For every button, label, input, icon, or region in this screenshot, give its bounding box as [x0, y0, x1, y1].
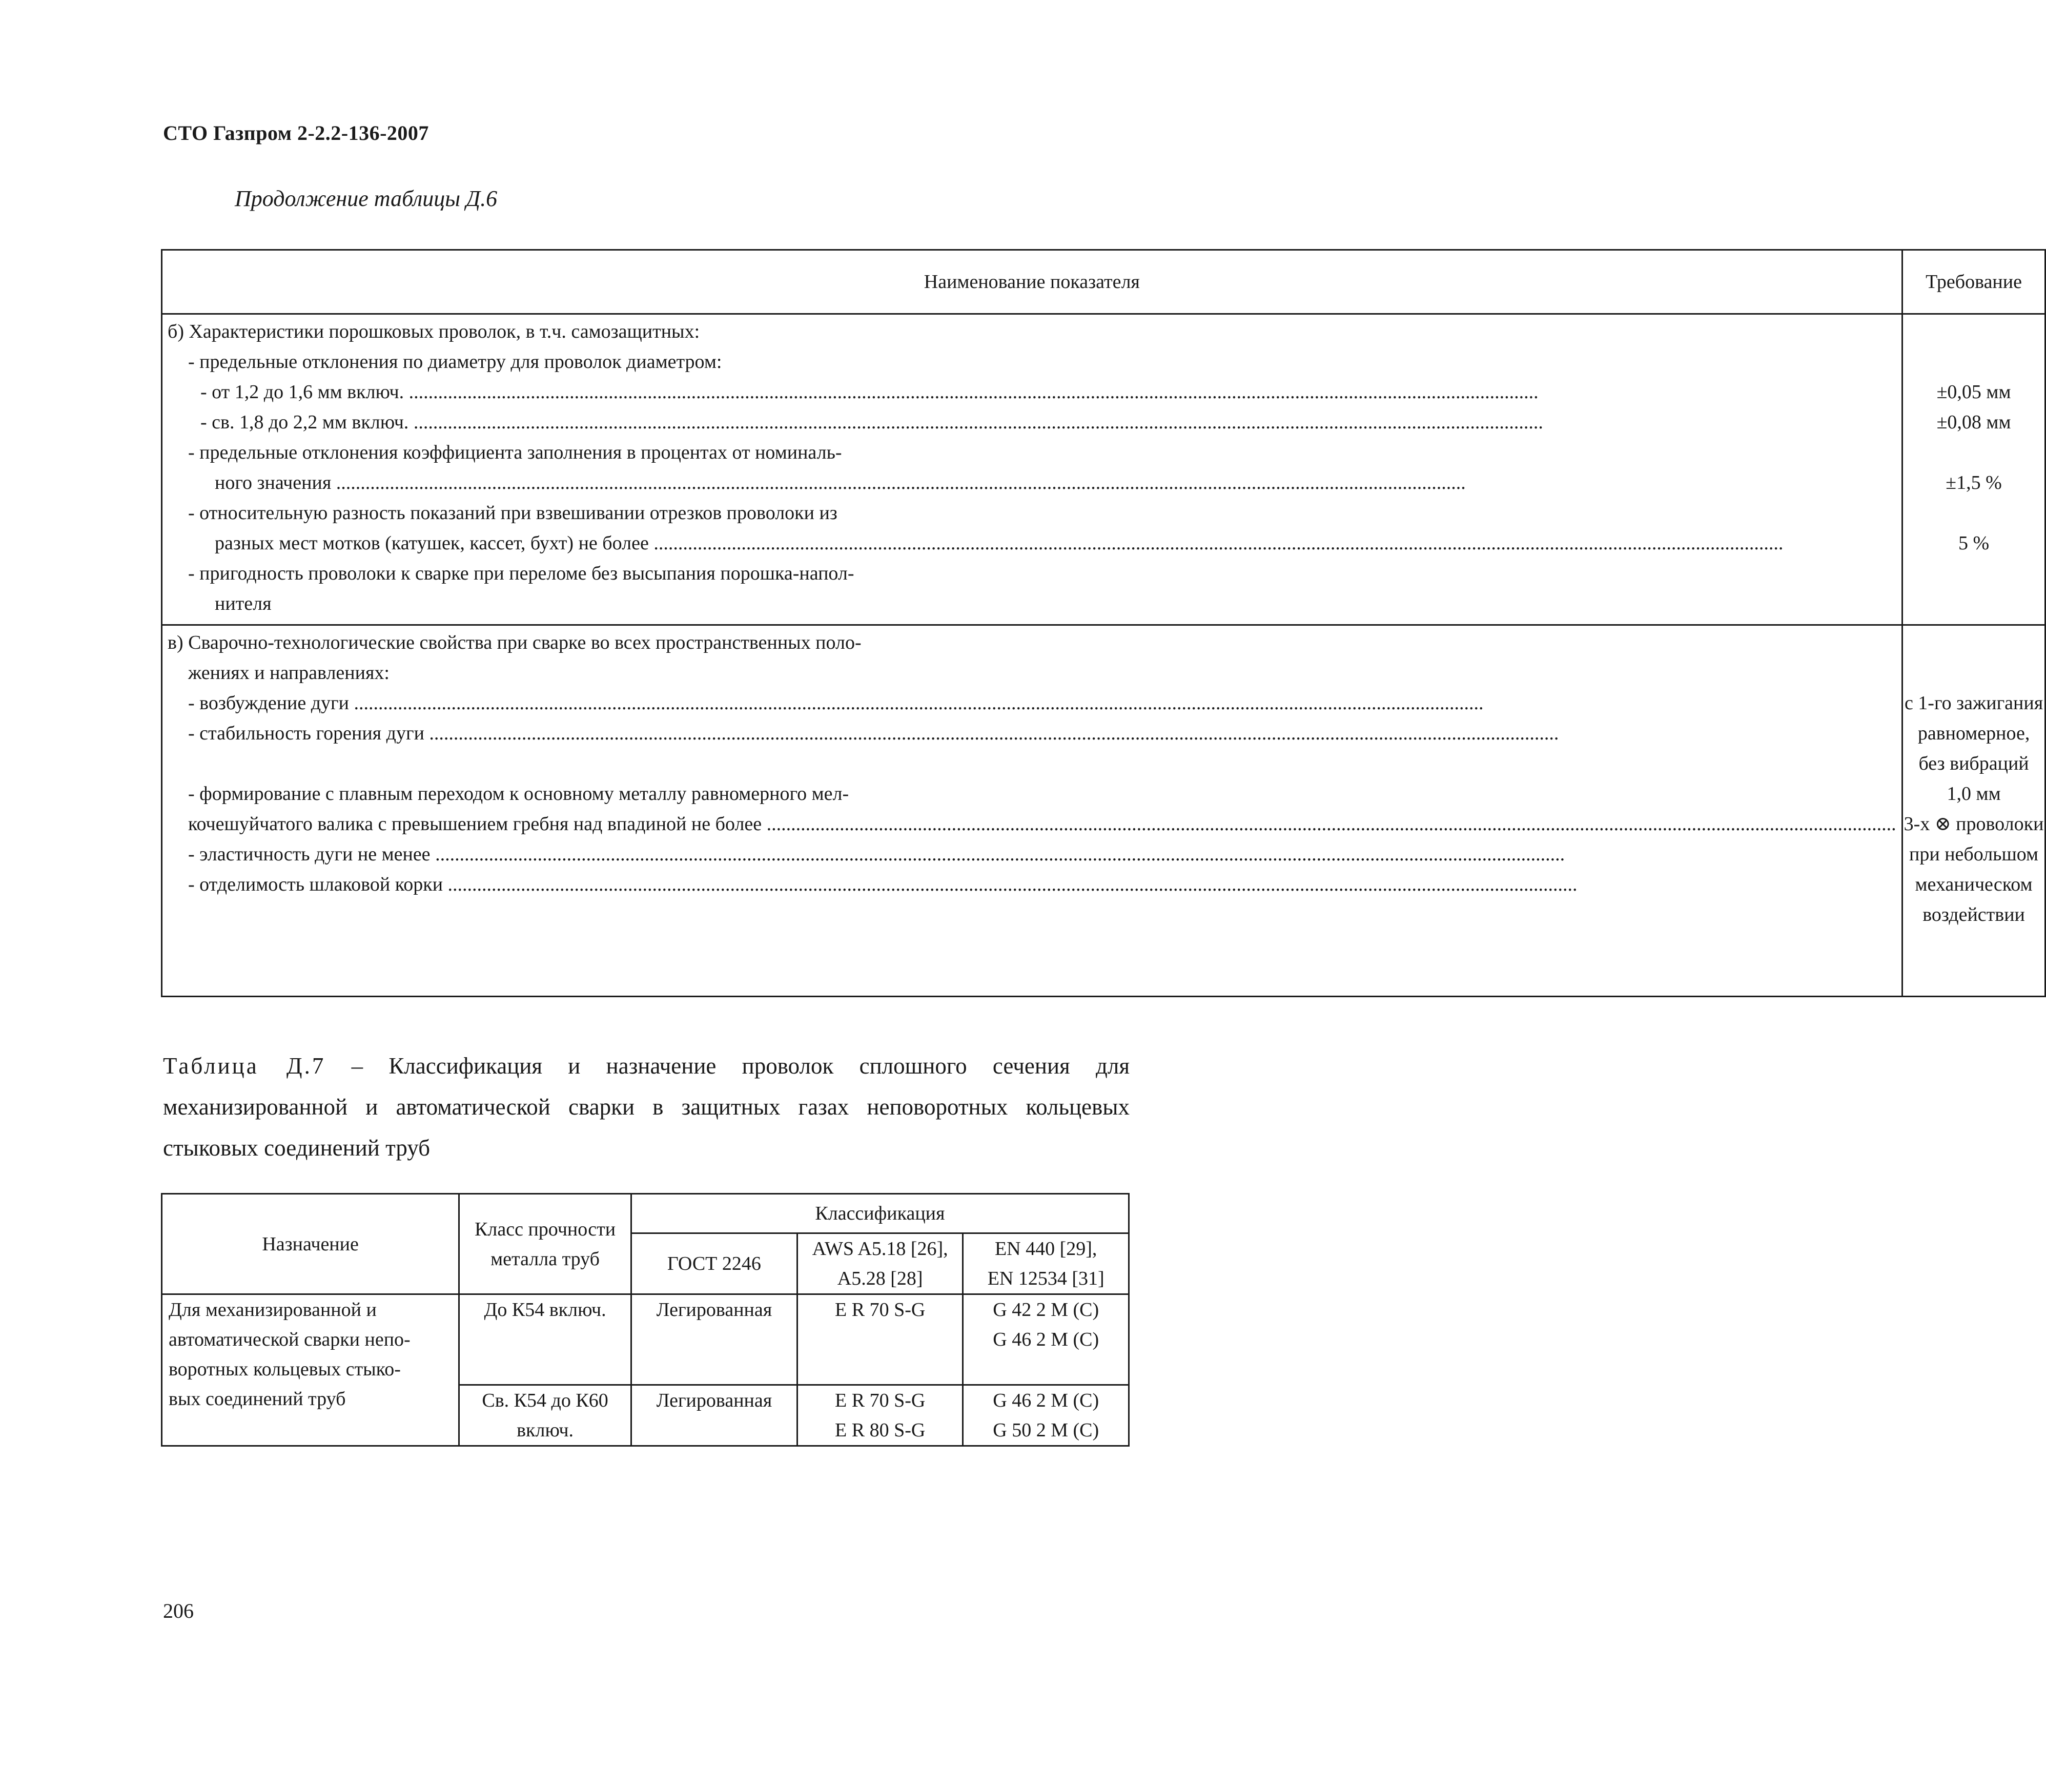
gost-cell [631, 1385, 797, 1446]
column-header-strength-line: Класс прочности [475, 1218, 616, 1240]
strength-value: До К54 включ. [484, 1299, 606, 1321]
section-v-title: в) Сварочно-технологические свойства при сварке во всех пространственных поло- [168, 632, 862, 653]
section-b-name-cell [162, 314, 1902, 625]
requirement-value: 5 % [1958, 532, 1990, 554]
table-d7 [161, 1193, 1130, 1447]
aws-value: E R 70 S-G [835, 1299, 926, 1321]
column-header-name: Наименование показателя [162, 250, 1902, 314]
column-header-aws-line: A5.28 [28] [837, 1268, 923, 1289]
table-d7-caption-label: Таблица Д.7 [163, 1053, 326, 1079]
section-b-line: - предельные отклонения коэффициента заполнения в процентах от номиналь- [188, 442, 842, 463]
section-v-name-cell [162, 625, 1902, 997]
gost-cell [631, 1294, 797, 1385]
requirement-value: с 1-го зажигания [1904, 692, 2043, 714]
aws-value: E R 80 S-G [835, 1419, 926, 1441]
en-cell [963, 1385, 1129, 1446]
table-row-section-b [162, 314, 2045, 625]
section-b-line: разных мест мотков (катушек, кассет, бухт) не более ..... [168, 528, 1896, 559]
column-header-requirement: Требование [1902, 250, 2045, 314]
strength-value: включ. [517, 1419, 574, 1441]
column-header-aws [797, 1233, 963, 1294]
requirement-value: равномерное, [1917, 723, 2030, 744]
section-b-line: ного значения ..... [168, 468, 1896, 498]
requirement-value: ±1,5 % [1946, 472, 2002, 493]
page-number: 206 [163, 1599, 194, 1622]
column-header-en-line: EN 12534 [31] [987, 1268, 1104, 1289]
en-value: G 46 2 M (C) [993, 1329, 1099, 1350]
purpose-cell [162, 1294, 459, 1446]
section-b-line: нителя [215, 593, 272, 614]
section-b-line: - св. 1,8 до 2,2 мм включ. ..... [168, 407, 1896, 438]
strength-value: Св. К54 до К60 [482, 1390, 608, 1411]
column-header-strength [459, 1194, 631, 1294]
section-v-line: жениях и направлениях: [188, 662, 390, 684]
column-header-strength-line: металла труб [490, 1248, 600, 1270]
requirement-value: 1,0 мм [1947, 783, 2001, 805]
column-header-gost: ГОСТ 2246 [631, 1233, 797, 1294]
table-d7-caption-text: – Классификация и назначение проволок сплошного сечения для механизированной и автоматической сварки в защитных газах неповоротных кольцевых стыковых соединений труб [163, 1053, 1130, 1161]
requirement-value: ±0,08 мм [1936, 411, 2011, 433]
column-header-aws-line: AWS A5.18 [26], [812, 1238, 948, 1260]
column-header-classification: Классификация [631, 1194, 1129, 1233]
requirement-value: без вибраций [1918, 753, 2029, 774]
requirement-value: воздействии [1922, 904, 2025, 925]
column-header-en-line: EN 440 [29], [994, 1238, 1097, 1260]
column-header-purpose: Назначение [162, 1194, 459, 1294]
purpose-line: вых соединений труб [169, 1388, 346, 1410]
purpose-line: воротных кольцевых стыко- [169, 1358, 401, 1380]
table-d7-caption [163, 1045, 1130, 1168]
en-value: G 50 2 M (C) [993, 1419, 1099, 1441]
requirement-value: ±0,05 мм [1936, 381, 2011, 403]
table-d6-caption: Продолжение таблицы Д.6 [235, 186, 498, 211]
purpose-line: Для механизированной и [169, 1299, 377, 1321]
document-header: СТО Газпром 2-2.2-136-2007 [163, 121, 429, 145]
table-header-row [162, 250, 2045, 314]
aws-cell [797, 1385, 963, 1446]
section-b-requirement-cell [1902, 314, 2045, 625]
column-header-en [963, 1233, 1129, 1294]
section-b-line: - пригодность проволоки к сварке при переломе без высыпания порошка-напол- [188, 563, 854, 584]
section-v-line: - стабильность горения дуги ..... [168, 718, 1896, 749]
section-v-requirement-cell [1902, 625, 2045, 997]
purpose-line: автоматической сварки непо- [169, 1329, 411, 1350]
table-d6 [161, 249, 2046, 997]
requirement-value: механическом [1915, 874, 2033, 895]
table-row-section-v [162, 625, 2045, 997]
requirement-value: при небольшом [1909, 843, 2039, 865]
section-b-line: - относительную разность показаний при взвешивании отрезков проволоки из [188, 502, 837, 524]
section-v-line: кочешуйчатого валика с превышением гребня над впадиной не более ..... [168, 809, 1896, 839]
gost-value: Легированная [656, 1390, 772, 1411]
strength-cell [459, 1294, 631, 1385]
section-b-title: б) Характеристики порошковых проволок, в т.ч. самозащитных: [168, 321, 700, 342]
en-value: G 46 2 M (C) [993, 1390, 1099, 1411]
strength-cell [459, 1385, 631, 1446]
section-b-line: - предельные отклонения по диаметру для проволок диаметром: [188, 351, 722, 373]
section-v-line: - отделимость шлаковой корки ..... [168, 870, 1896, 900]
requirement-value: 3-х ⊗ проволоки [1904, 813, 2044, 835]
section-b-line: - от 1,2 до 1,6 мм включ. ..... [168, 377, 1896, 407]
table-header-row [162, 1194, 1129, 1233]
section-v-line: - формирование с плавным переходом к основному металлу равномерного мел- [188, 783, 849, 805]
aws-value: E R 70 S-G [835, 1390, 926, 1411]
section-v-line: - возбуждение дуги ..... [168, 688, 1896, 718]
en-value: G 42 2 M (C) [993, 1299, 1099, 1321]
gost-value: Легированная [656, 1299, 772, 1321]
section-v-line: - эластичность дуги не менее ..... [168, 839, 1896, 870]
aws-cell [797, 1294, 963, 1385]
table-row [162, 1294, 1129, 1385]
en-cell [963, 1294, 1129, 1385]
